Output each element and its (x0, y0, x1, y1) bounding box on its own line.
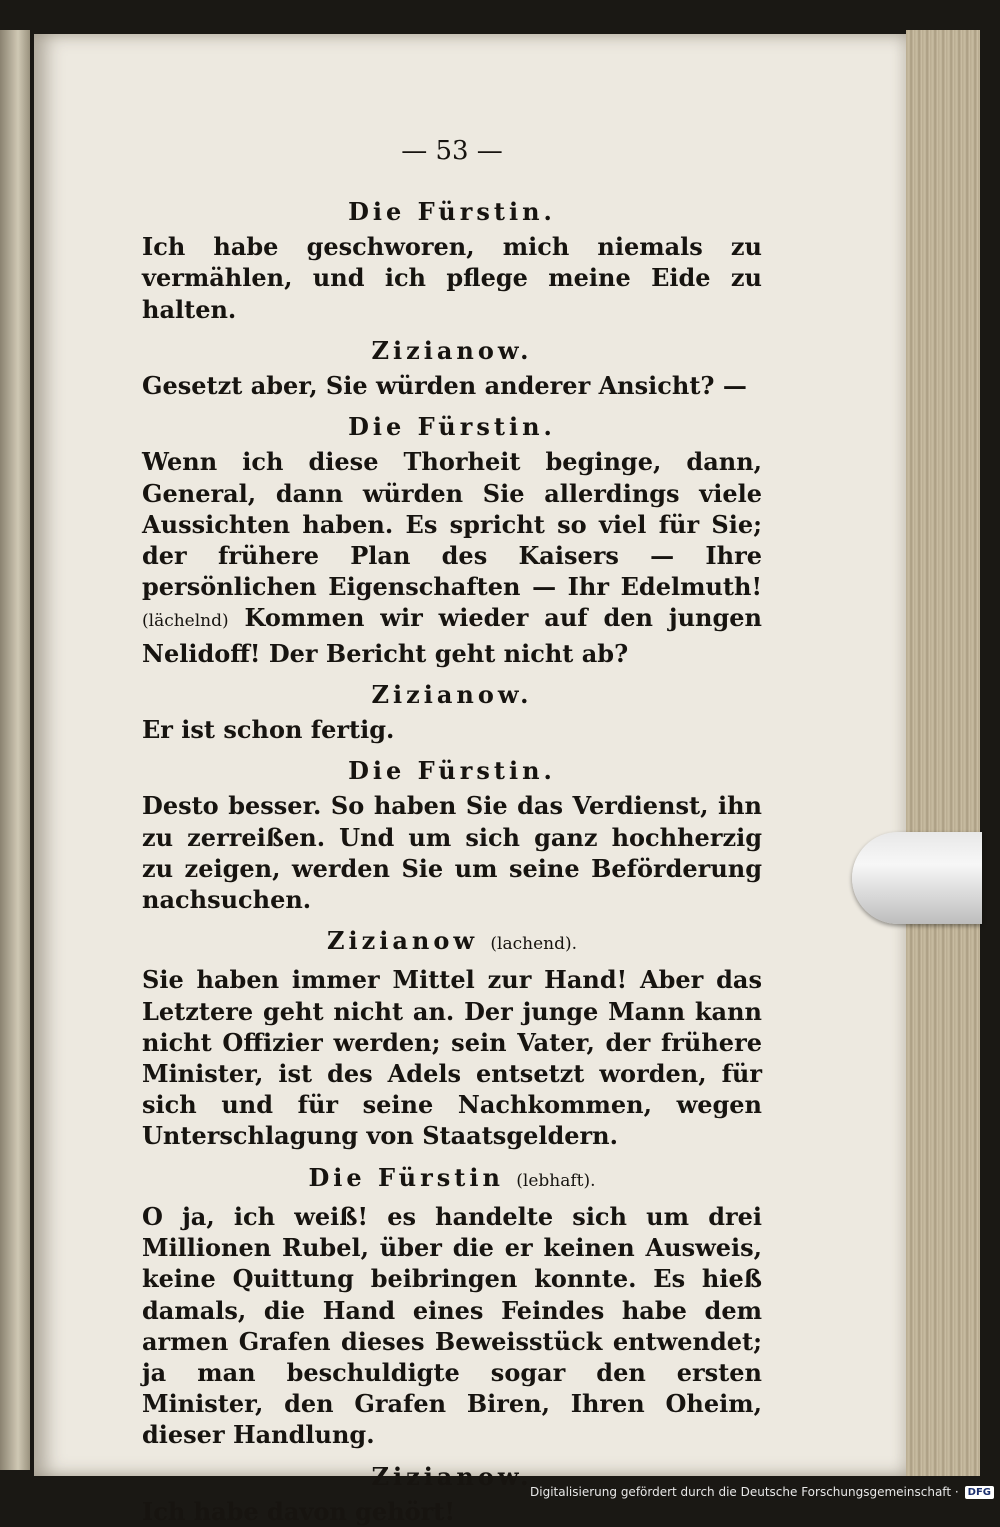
dialogue-text: Ich habe geschworen, mich niemals zu vermählen, und ich pflege meine Eide zu halten. (142, 232, 762, 324)
speaker-label: Zizianow. (371, 679, 533, 709)
dialogue-block (142, 679, 762, 745)
dialogue-text (142, 446, 762, 668)
page-text (142, 136, 762, 1527)
dialogue-text: Ich habe davon gehört! (142, 1496, 455, 1526)
page-clip (852, 832, 982, 924)
dialogue-text: Sie haben immer Mittel zur Hand! Aber das Letztere geht nicht an. Der junge Mann kann nicht Offizier werden; sein Vater, der frühere Minister, ist des Adels entsetzt worden, für sich und für seine Nachkommen, wegen Unterschlagung von Staatsgeldern. (142, 965, 762, 1151)
dialogue-text: Gesetzt aber, Sie würden anderer Ansicht? — (142, 371, 747, 401)
speaker-label: Zizianow. (371, 1461, 533, 1491)
dialogue-text-part: Wenn ich diese Thorheit beginge, dann, General, dann würden Sie allerdings viele Aussichten haben. Es spricht so viel für Sie; der frühere Plan des Kaisers — Ihre persönlichen Eigenschaften — Ihr Edelmuth! (142, 447, 762, 602)
dialogue-block (142, 196, 762, 325)
speaker-label: Die Fürstin. (348, 197, 556, 226)
speaker-label: Zizianow (326, 926, 479, 956)
footer-text: Digitalisierung gefördert durch die Deutsche Forschungsgemeinschaft · (530, 1485, 959, 1499)
dialogue-block (142, 411, 762, 669)
speaker-name (142, 411, 762, 442)
speaker-name (142, 196, 762, 227)
digitization-footer (530, 1482, 994, 1502)
speaker-label: Zizianow. (371, 335, 533, 365)
stage-direction: (lebhaft). (516, 1170, 596, 1191)
speaker-name (142, 679, 762, 710)
dialogue-block (142, 335, 762, 401)
dialogue-text: O ja, ich weiß! es handelte sich um drei Millionen Rubel, über die er keinen Ausweis, keine Quittung beibringen konnte. Es hieß damals, die Hand eines Feindes habe dem armen Grafen dieses Beweisstück entwendet; ja man beschuldigte sogar den ersten Minister, den Grafen Biren, Ihren Oheim, dieser Handlung. (142, 1201, 762, 1450)
speaker-label: Die Fürstin. (348, 756, 556, 786)
speaker-name (142, 1162, 762, 1197)
speaker-name (142, 925, 762, 960)
dialogue-text: Er ist schon fertig. (142, 715, 395, 745)
page-stack-edge (906, 30, 980, 1476)
stage-direction: (lachend). (490, 934, 578, 955)
dialogue-block (142, 1162, 762, 1451)
speaker-name (142, 335, 762, 366)
dfg-logo-icon: DFG (965, 1486, 994, 1499)
speaker-label: Die Fürstin (308, 1162, 504, 1192)
dialogue-text-part: Kommen wir wieder auf den jungen Nelidoff! Der Bericht geht nicht ab? (142, 603, 762, 668)
stage-direction: (lächelnd) (142, 611, 229, 632)
page-number: — 53 — (401, 136, 503, 166)
dialogue-text: Desto besser. So haben Sie das Verdienst, ihn zu zerreißen. Und um sich ganz hochherzig zu zeigen, werden Sie um seine Beförderung nachsuchen. (142, 791, 762, 915)
dialogue-block (142, 755, 762, 915)
speaker-label: Die Fürstin. (348, 412, 556, 442)
dialogue-block (142, 925, 762, 1151)
speaker-name (142, 755, 762, 786)
left-page-edge (0, 30, 30, 1470)
